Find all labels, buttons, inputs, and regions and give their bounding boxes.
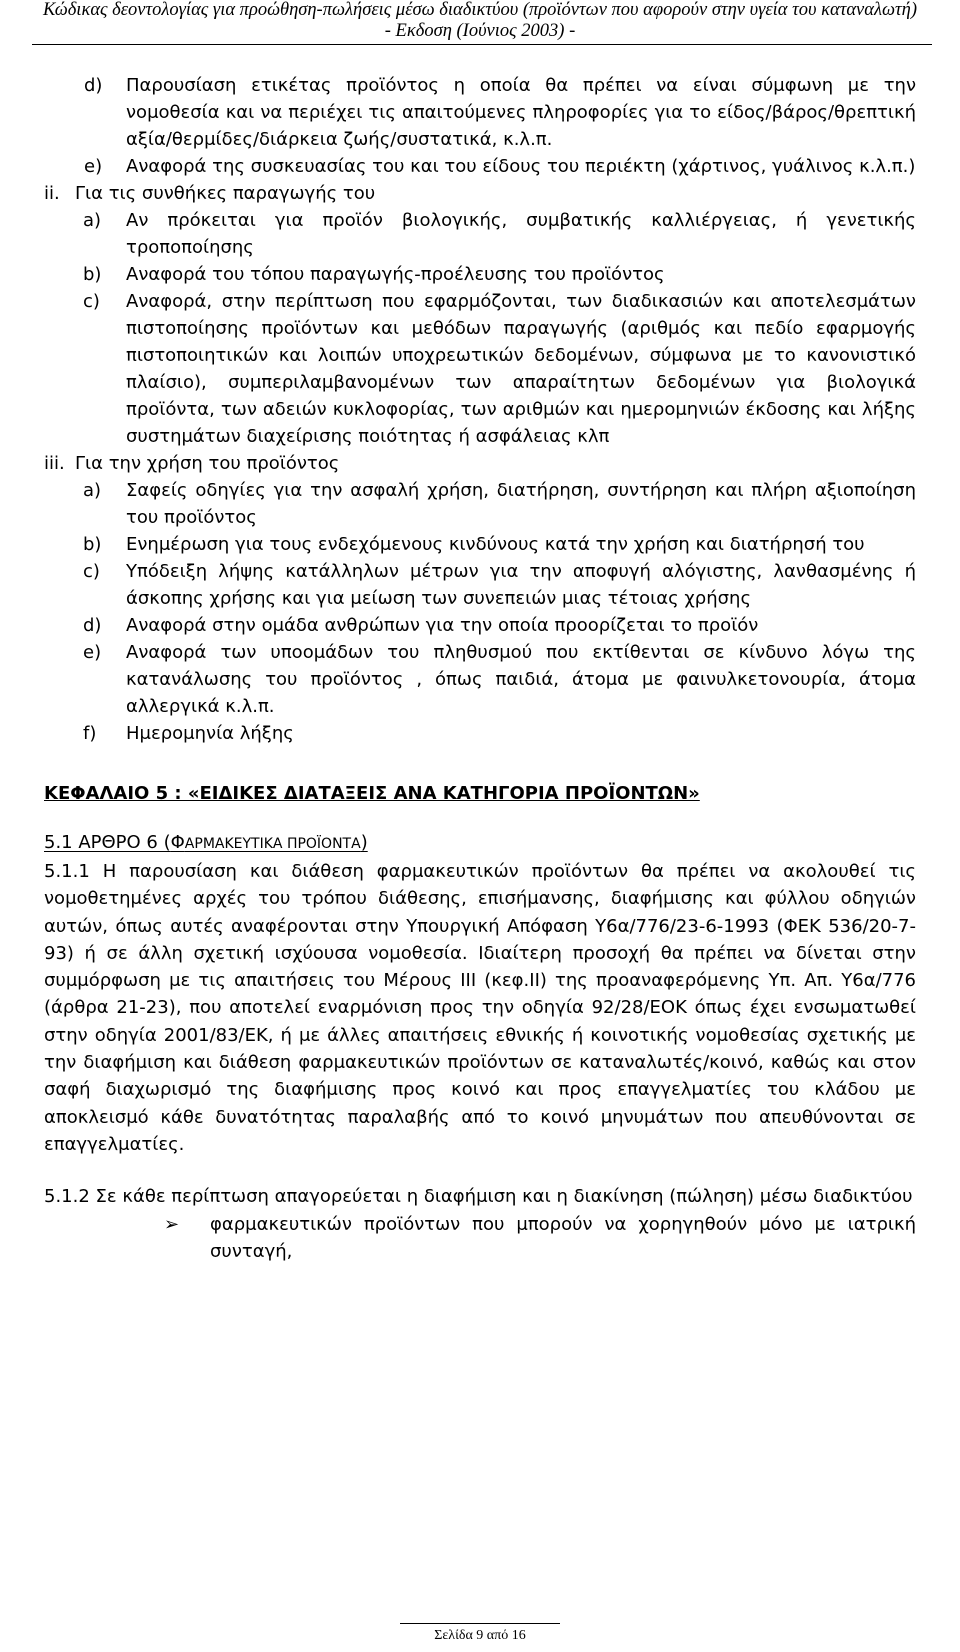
- list-text: Υπόδειξη λήψης κατάλληλων μέτρων για την αποφυγή αλόγιστης, λανθασμένης ή άσκοπης χρήσης και για μείωση των συνεπειών μιας τέτοιας χρήσης: [126, 561, 916, 609]
- running-header: [0, 0, 960, 42]
- section-ii-heading: [44, 180, 916, 207]
- list-text: Αν πρόκειται για προϊόν βιολογικής, συμβατικής καλλιέργειας, ή γενετικής τροποποίησης: [126, 210, 916, 258]
- list-marker: a): [83, 210, 102, 231]
- list-item: [44, 558, 916, 612]
- list-text: Ενημέρωση για τους ενδεχόμενους κινδύνους κατά την χρήση και διατήρησή του: [126, 534, 865, 555]
- article-heading-subject: ΑΡΜΑΚΕΥΤΙΚΑ ΠΡΟΪΟΝΤΑ: [184, 836, 361, 852]
- bullet-text: φαρμακευτικών προϊόντων που μπορούν να χορηγηθούν μόνο με ιατρική συνταγή,: [210, 1213, 916, 1262]
- list-marker: d): [83, 615, 102, 636]
- list-text: Ημερομηνία λήξης: [126, 723, 294, 744]
- list-item: [164, 1211, 916, 1265]
- paragraph-5-1-2: 5.1.2 Σε κάθε περίπτωση απαγορεύεται η διαφήμιση και η διακίνηση (πώληση) μέσω διαδικτύου: [44, 1186, 913, 1208]
- paragraph-5-1-1: 5.1.1 Η παρουσίαση και διάθεση φαρμακευτικών προϊόντων θα πρέπει να ακολουθεί τις νομοθετημένες αρχές του τρόπου διάθεσης, επισήμανσης, διαφήμισης και φύλλου οδηγιών αυτών, όπως αυτές αναφέρονται στην Υπουργική Απόφαση Υ6α/776/23-6-1993 (ΦΕΚ 536/20-7-93) ή σε άλλη σχετική ισχύουσα νομοθεσία. Ιδιαίτερη προσοχή θα πρέπει να δίνεται στην συμμόρφωση με τις απαιτήσεις του Μέρους ΙΙΙ (κεφ.ΙΙ) της προαναφερόμενης Υπ. Απ. Υ6α/776 (άρθρα 21-23), που αποτελεί εναρμόνιση προς την οδηγία 92/28/ΕΟΚ όπως έχει ενσωματωθεί στην οδηγία 2001/83/ΕΚ, ή με άλλες απαιτήσεις εθνικής ή κοινοτικής νομοθεσίας σχετικής με την διαφήμιση και διάθεση φαρμακευτικών προϊόντων σε καταναλωτές/κοινό, καθώς και στον σαφή διαχωρισμό της διαφήμισης προς κοινό και προς επαγγελματίες του κλάδου με αποκλεισμό κάθε δυνατότητας παραλαβής από το κοινό μηνυμάτων που απευθύνονται σε επαγγελματίες.: [44, 861, 916, 1155]
- header-divider: [32, 44, 932, 45]
- list-marker: d): [84, 75, 103, 96]
- list-text: Παρουσίαση ετικέτας προϊόντος η οποία θα πρέπει να είναι σύμφωνη με την νομοθεσία και να περιέχει τις απαιτούμενες πληροφορίες για το είδος/βάρος/θρεπτική αξία/θερμίδες/διάρκεια ζωής/συστατικά, κ.λ.π.: [126, 75, 916, 150]
- header-edition: - Εκδοση (Ιούνιος 2003) -: [384, 21, 576, 41]
- list-item: [44, 477, 916, 531]
- arrow-bullet-icon: ➢: [164, 1213, 180, 1235]
- article-heading-close: ): [360, 832, 368, 853]
- list-marker: c): [83, 561, 100, 582]
- roman-marker: iii.: [44, 453, 65, 474]
- list-item: [44, 639, 916, 720]
- list-text: Αναφορά στην ομάδα ανθρώπων για την οποία προορίζεται το προϊόν: [126, 615, 759, 636]
- list-text: Αναφορά, στην περίπτωση που εφαρμόζονται, των διαδικασιών και αποτελεσμάτων πιστοποίησης προϊόντων και μεθόδων παραγωγής (αριθμός και πεδίο εφαρμογής πιστοποιητικών και λοιπών υποχρεωτικών δεδομένων, σύμφωνα με το κανονιστικό πλαίσιο), συμπεριλαμβανομένων των απαραίτητων δεδομένων για βιολογικά προϊόντα, των αδειών κυκλοφορίας, των αριθμών και ημερομηνιών έκδοσης και λήξης συστημάτων διαχείρισης ποιότητας ή ασφάλειας κλπ: [126, 291, 916, 447]
- list-item: [44, 531, 916, 558]
- list-item: [44, 72, 916, 153]
- list-item: [44, 612, 916, 639]
- article-heading-prefix: 5.1 ΑΡΘΡΟ 6 (: [44, 832, 171, 853]
- footer-divider: [400, 1623, 560, 1624]
- section-title: Για την χρήση του προϊόντος: [75, 453, 340, 474]
- list-marker: b): [83, 264, 102, 285]
- header-title: Κώδικας δεοντολογίας για προώθηση-πωλήσεις μέσω διαδικτύου (προϊόντων που αφορούν στην υγεία του καταναλωτή): [42, 0, 917, 20]
- list-item: [44, 207, 916, 261]
- list-marker: c): [83, 291, 100, 312]
- chapter-title: ΚΕΦΑΛΑΙΟ 5 : «ΕΙΔΙΚΕΣ ΔΙΑΤΑΞΕΙΣ ΑΝΑ ΚΑΤΗΓΟΡΙΑ ΠΡΟΪΟΝΤΩΝ»: [44, 783, 700, 804]
- list-item: [44, 288, 916, 450]
- list-marker: f): [83, 723, 97, 744]
- roman-marker: ii.: [44, 183, 60, 204]
- list-marker: e): [83, 642, 102, 663]
- page-number: Σελίδα 9 από 16: [434, 1628, 526, 1643]
- list-item: [44, 153, 916, 180]
- list-marker: e): [84, 156, 103, 177]
- section-title: Για τις συνθήκες παραγωγής του: [75, 183, 376, 204]
- list-marker: a): [83, 480, 102, 501]
- list-item: [44, 261, 916, 288]
- list-marker: b): [83, 534, 102, 555]
- document-body: [44, 72, 916, 1265]
- list-text: Αναφορά της συσκευασίας του και του είδους του περιέκτη (χάρτινος, γυάλινος κ.λ.π.): [126, 156, 916, 177]
- article-heading: [44, 829, 916, 858]
- article-heading-initial: Φ: [170, 832, 185, 853]
- section-iii-heading: [44, 450, 916, 477]
- list-item: [44, 720, 916, 747]
- list-text: Αναφορά του τόπου παραγωγής-προέλευσης του προϊόντος: [126, 264, 665, 285]
- list-text: Σαφείς οδηγίες για την ασφαλή χρήση, διατήρηση, συντήρηση και πλήρη αξιοποίηση του προϊόντος: [126, 480, 916, 528]
- list-text: Αναφορά των υποομάδων του πληθυσμού που εκτίθενται σε κίνδυνο λόγω της κατανάλωσης του προϊόντος , όπως παιδιά, άτομα με φαινυλκετονουρία, άτομα αλλεργικά κ.λ.π.: [126, 642, 916, 717]
